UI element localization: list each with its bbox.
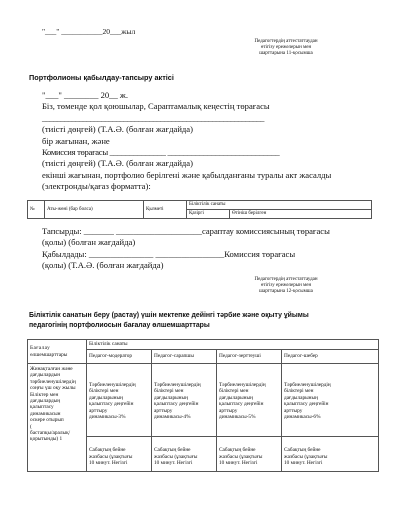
cell-line: Тәрбиеленушілердің bbox=[219, 382, 266, 388]
annex-note-line: шарттарына 11-қосымша bbox=[259, 51, 313, 56]
cell-line: жазбасы (ұзақтығы bbox=[284, 453, 328, 460]
cell-line: жазбасы (ұзақтығы bbox=[154, 453, 198, 460]
cell-line: арттыру bbox=[219, 407, 238, 414]
act-line: Комиссия төрағасы ______________ ____________________________ bbox=[42, 147, 280, 158]
label-line: соңғы үш оқу жылы bbox=[30, 385, 76, 392]
criteria-cell bbox=[282, 364, 379, 437]
annex-note-line: өтігізу ережелерын мен bbox=[260, 283, 312, 288]
annex-note-11 bbox=[226, 39, 346, 57]
cell-line: дағдыларының bbox=[284, 394, 318, 401]
criteria-cell bbox=[217, 437, 282, 471]
cell-line: жазбасы (ұзақтығы bbox=[89, 453, 133, 460]
criteria-cell bbox=[87, 437, 152, 471]
criteria-cell bbox=[217, 364, 282, 437]
act-line: бір жағынан, және bbox=[42, 135, 110, 146]
cell-line: қалыптасу деңгейін bbox=[219, 401, 264, 408]
column-header-researcher: Педагог-зерттеуші bbox=[217, 350, 282, 364]
act-line: (электронды/қағаз форматта): bbox=[42, 181, 151, 192]
table-subheader-current: Қазіргі bbox=[187, 210, 230, 219]
criteria-cell bbox=[152, 364, 217, 437]
column-header-master: Педагог-шебер bbox=[282, 350, 379, 364]
cell-line: Тәрбиеленушілердің bbox=[284, 382, 331, 388]
label-line: Жинақталған және bbox=[30, 366, 73, 372]
cell-line: арттыру bbox=[284, 407, 303, 414]
criteria-row-header-line: өлшемшарттары bbox=[30, 351, 68, 358]
cell-line: Сабақтың бейне bbox=[89, 447, 126, 454]
cell-line: 10 минут. Негізгі bbox=[154, 460, 193, 467]
column-header-expert: Педагог-сарапшы bbox=[152, 350, 217, 364]
signature-line: Тапсырды: _______ ____________________сараптау комиссиясының төрағасы bbox=[42, 226, 330, 236]
cell-line: арттыру bbox=[89, 407, 108, 414]
cell-line: Сабақтың бейне bbox=[219, 447, 256, 454]
handover-table bbox=[27, 200, 372, 219]
cell-line: біліктері мен bbox=[284, 388, 314, 395]
annex-note-line: өтігізу ережелерын мен bbox=[260, 45, 312, 50]
label-line: дағдылардың bbox=[30, 398, 61, 405]
criteria-cell bbox=[282, 437, 379, 471]
signature-line: Қабылдады: _______________ ________________Комиссия төрағасы bbox=[42, 248, 296, 259]
label-line: бастапқы/аралық/ bbox=[30, 430, 71, 437]
table-header-name: Аты-жөні (бар болса) bbox=[45, 201, 144, 219]
cell-line: Тәрбиеленушілердің bbox=[89, 382, 136, 388]
label-line: дағдылардын bbox=[30, 372, 61, 379]
cell-line: дағдыларының bbox=[89, 394, 123, 401]
cell-line: Сабақтың бейне bbox=[154, 447, 191, 454]
table-header-number: № bbox=[28, 201, 45, 219]
handover-signatures bbox=[42, 226, 330, 272]
criteria-title-line: педагогінің портфолиосын бағалау өлшемшарттары bbox=[29, 321, 210, 329]
criteria-cell bbox=[152, 437, 217, 471]
annex-note-12 bbox=[226, 277, 346, 295]
cell-line: дағдыларының bbox=[154, 394, 188, 401]
criteria-title-line: Біліктілік санатын беру (растау) үшін мектепке дейінгі тәрбие және оқыту ұйымы bbox=[29, 312, 309, 319]
header-date: "___" ___________20___жыл bbox=[42, 27, 136, 36]
act-line: (тиісті дөңгей) (Т.А.Ә. (болған жағдайда) bbox=[42, 158, 193, 169]
cell-line: дағдыларының bbox=[219, 394, 253, 401]
criteria-row-label bbox=[28, 364, 87, 472]
act-title: Портфолионы қабылдау-тапсыру актісі bbox=[29, 73, 174, 82]
cell-line: арттыру bbox=[154, 407, 173, 414]
criteria-cell bbox=[87, 364, 152, 437]
label-line: тәрбиеленушілердің bbox=[30, 378, 76, 385]
annex-note-line: шарттарына 12-қосымша bbox=[259, 289, 313, 294]
criteria-row-header bbox=[28, 340, 87, 364]
cell-line: біліктері мен bbox=[89, 388, 119, 395]
cell-line: динамикасы-4% bbox=[154, 414, 191, 421]
column-header-moderator: Педагог-модератор bbox=[87, 350, 152, 364]
label-line: динамикасын bbox=[30, 410, 61, 417]
label-line: Біліктер мен bbox=[30, 391, 59, 398]
cell-line: Тәрбиеленушілердің bbox=[154, 382, 201, 388]
criteria-table bbox=[27, 339, 379, 472]
cell-line: динамикасы-5% bbox=[219, 414, 256, 421]
criteria-row-header-line: Бағалау bbox=[30, 345, 51, 352]
label-line: қалыптасу bbox=[30, 404, 54, 411]
cell-line: 10 минут. Негізгі bbox=[89, 460, 128, 467]
label-line: қорытынды) 1 bbox=[30, 436, 63, 443]
label-line: оскере отырып bbox=[30, 417, 64, 424]
label-line: ( bbox=[30, 423, 32, 430]
cell-line: Сабақтың бейне bbox=[284, 447, 321, 454]
cell-line: динамикасы-3% bbox=[89, 414, 126, 421]
act-line: "___" ________ 20__ ж. bbox=[42, 90, 129, 100]
cell-line: 10 минут. Негізгі bbox=[284, 460, 323, 467]
criteria-top-header: Біліктілік санаты bbox=[87, 340, 379, 350]
act-line: екінші жағынан, портфолио берілгені және қабылданғаны туралы акт жасалды bbox=[42, 169, 332, 180]
cell-line: қалыптасу деңгейін bbox=[154, 401, 199, 408]
criteria-title bbox=[29, 311, 309, 330]
act-body bbox=[42, 90, 331, 193]
table-header-category: Біліктілік санаты bbox=[187, 201, 372, 210]
signature-line: (қолы) (Т.А.Ә. (болған жағдайда) bbox=[42, 260, 164, 271]
annex-note-line: Педагогтердің аттестаттаудан bbox=[254, 39, 318, 44]
act-line: (тиісті дөңгей) (Т.А.Ә. (болған жағдайда) bbox=[42, 124, 193, 135]
cell-line: динамикасы-6% bbox=[284, 414, 321, 421]
cell-line: қалыптасу деңгейін bbox=[284, 401, 329, 408]
table-subheader-requested: Өтініш берілген bbox=[230, 210, 372, 219]
signature-line: (қолы) (болған жағдайда) bbox=[42, 237, 136, 248]
cell-line: 10 минут. Негізгі bbox=[219, 460, 258, 467]
annex-note-line: Педагогтердің аттестаттаудан bbox=[254, 277, 318, 282]
cell-line: біліктері мен bbox=[154, 388, 184, 395]
cell-line: біліктері мен bbox=[219, 388, 249, 395]
act-line: Біз, төменде қол қоюшылар, Сараптамалық кеңестің төрағасы bbox=[42, 101, 270, 112]
table-header-position: Қызметі bbox=[144, 201, 187, 219]
cell-line: жазбасы (ұзақтығы bbox=[219, 453, 263, 460]
cell-line: қалыптасу деңгейін bbox=[89, 401, 134, 408]
act-line: ____________________________________________________________ bbox=[42, 112, 264, 123]
